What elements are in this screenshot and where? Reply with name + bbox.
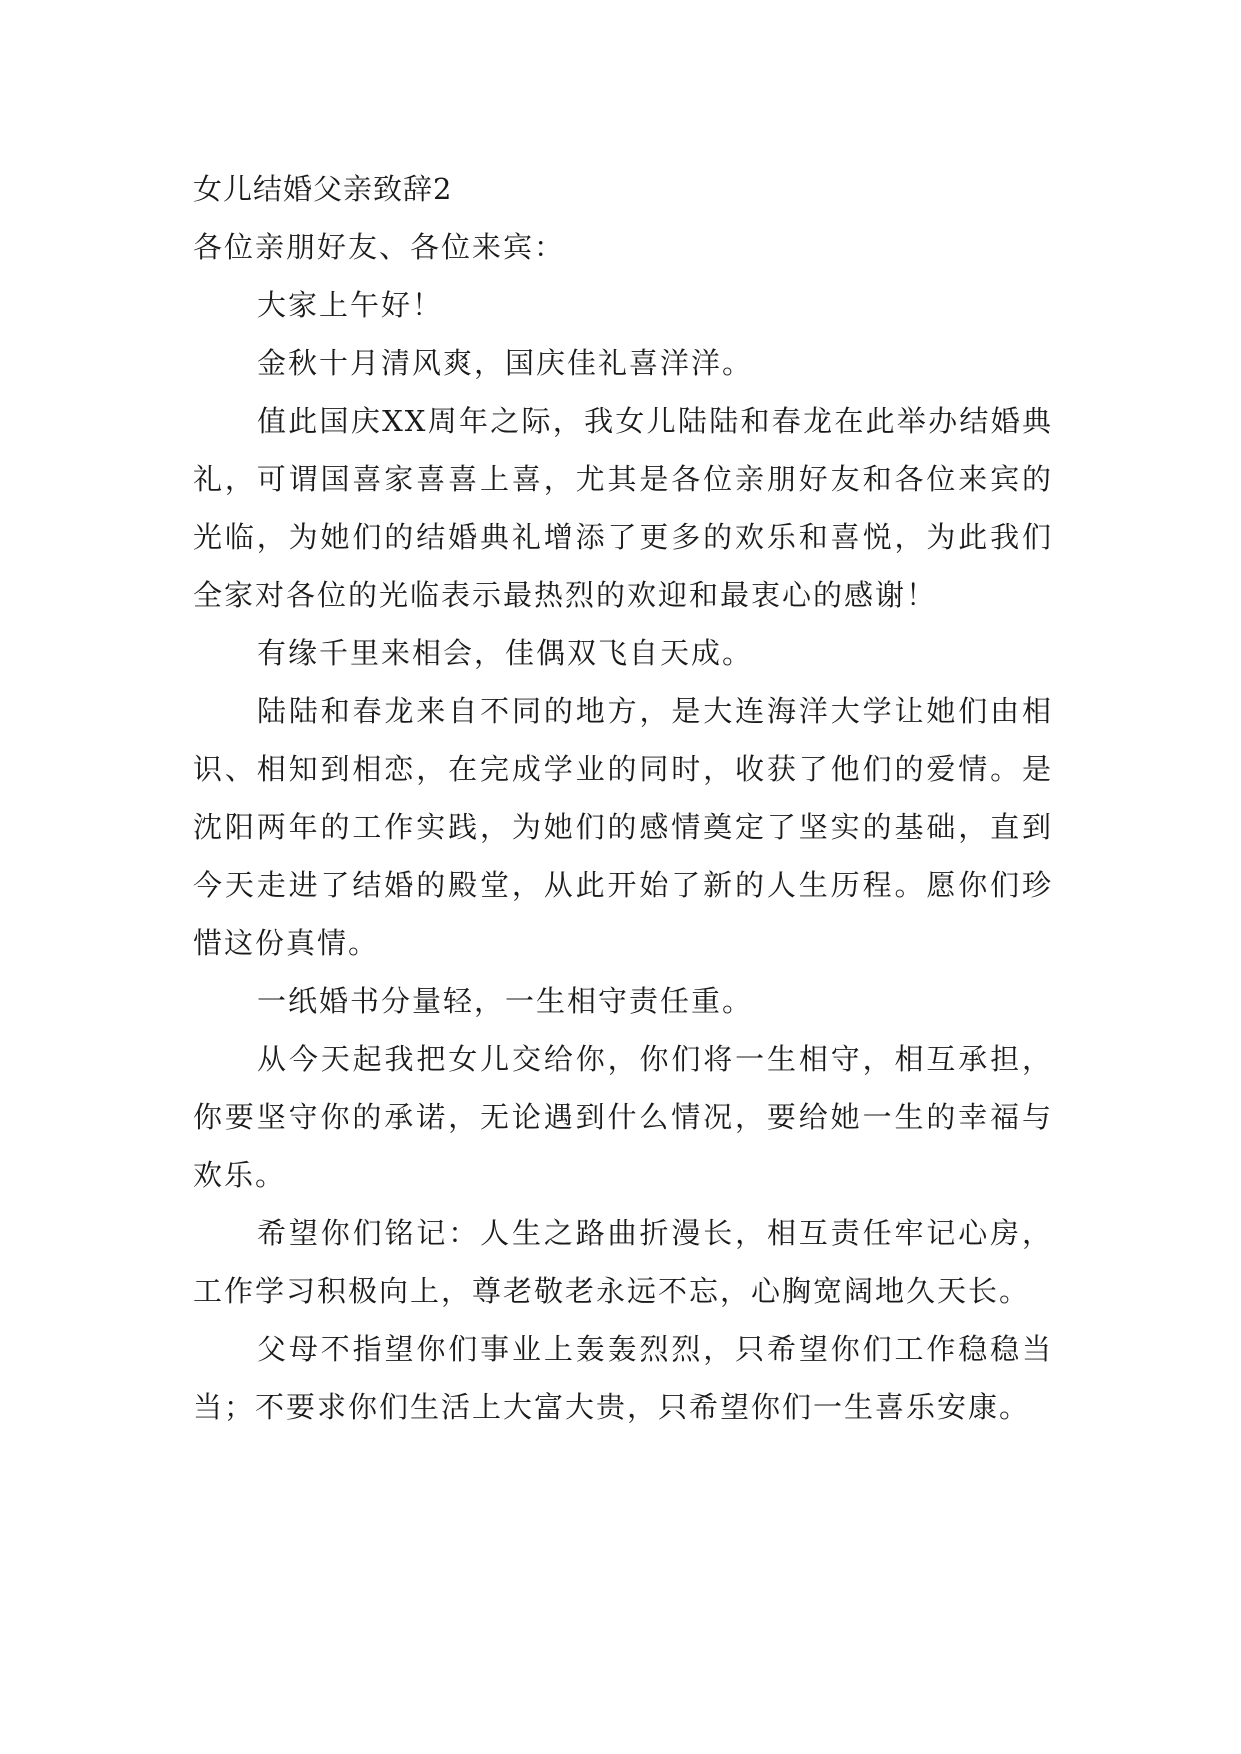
paragraph-couplet-fate: 有缘千里来相会，佳偶双飞自天成。 [257, 636, 754, 670]
paragraph-love-story: 陆陆和春龙来自不同的地方，是大连海洋大学让她们由相识、相知到相恋，在完成学业的同时，收获了他们的爱情。是沈阳两年的工作实践，为她们的感情奠定了坚实的基础，直到今天走进了结婚的殿堂，从此开始了新的人生历程。愿你们珍惜这份真情。 [193, 694, 1053, 960]
paragraph-advice: 希望你们铭记：人生之路曲折漫长，相互责任牢记心房，工作学习积极向上，尊老敬老永远不忘，心胸宽阔地久天长。 [193, 1216, 1053, 1308]
paragraph-welcome: 值此国庆XX周年之际，我女儿陆陆和春龙在此举办结婚典礼，可谓国喜家喜喜上喜，尤其是各位亲朋好友和各位来宾的光临，为她们的结婚典礼增添了更多的欢乐和喜悦，为此我们全家对各位的光临表示最热烈的欢迎和最衷心的感谢！ [193, 404, 1053, 612]
paragraph-couplet-autumn: 金秋十月清风爽，国庆佳礼喜洋洋。 [257, 346, 754, 380]
document-title: 女儿结婚父亲致辞2 [193, 172, 453, 206]
salutation: 各位亲朋好友、各位来宾： [193, 230, 566, 264]
paragraph-couplet-marriage: 一纸婚书分量轻，一生相守责任重。 [257, 984, 754, 1018]
document-body [193, 160, 1053, 1436]
paragraph-promise: 从今天起我把女儿交给你，你们将一生相守，相互承担，你要坚守你的承诺，无论遇到什么情况，要给她一生的幸福与欢乐。 [193, 1042, 1053, 1192]
paragraph-greeting: 大家上午好！ [257, 288, 444, 322]
paragraph-wishes: 父母不指望你们事业上轰轰烈烈，只希望你们工作稳稳当当；不要求你们生活上大富大贵，只希望你们一生喜乐安康。 [193, 1332, 1053, 1424]
